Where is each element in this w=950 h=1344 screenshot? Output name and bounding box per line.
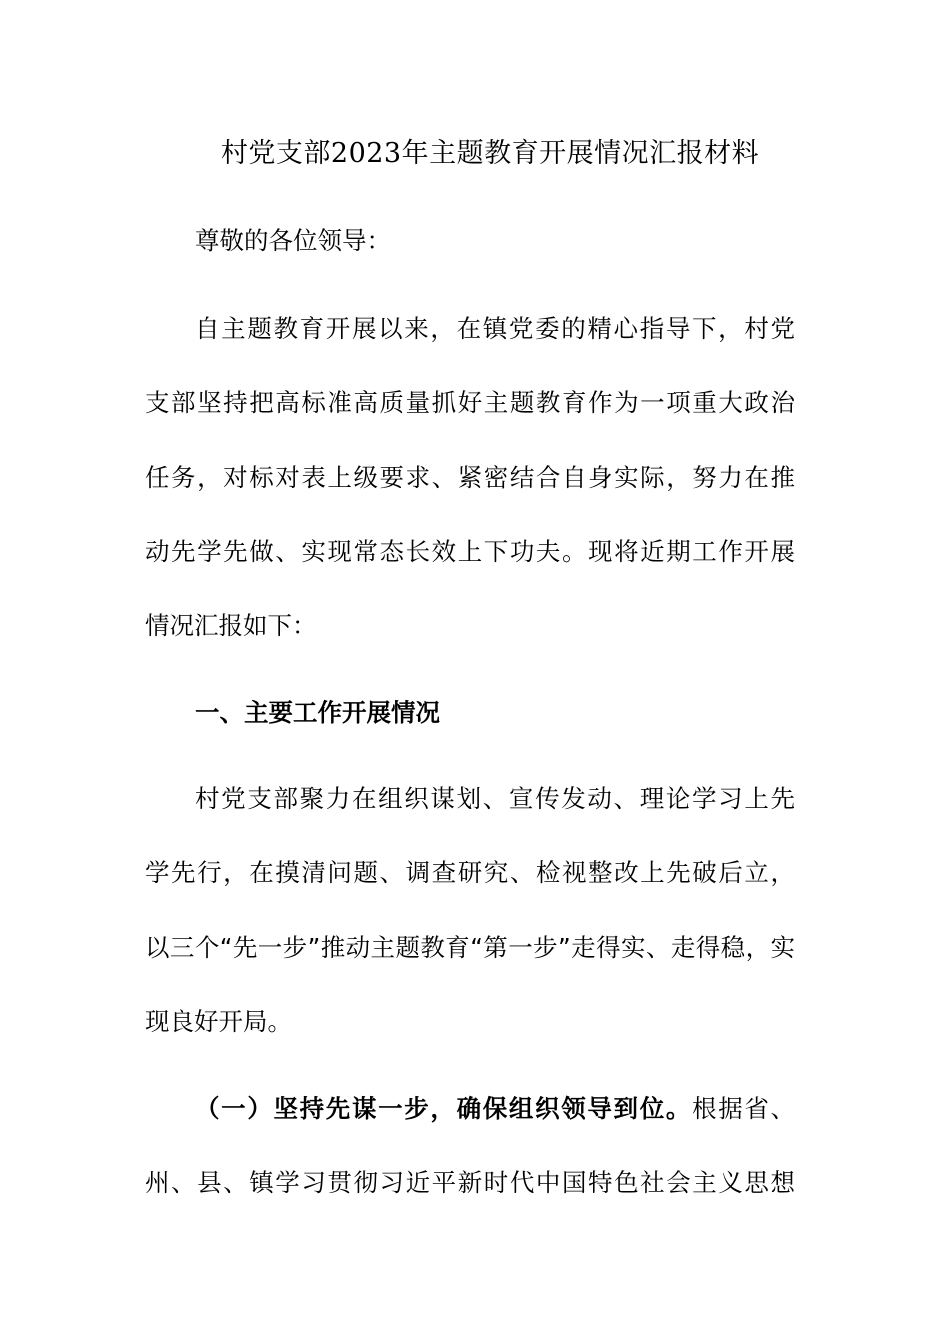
paragraph-line: 任务，对标对表上级要求、紧密结合自身实际，努力在推 <box>145 463 795 492</box>
paragraph-line: 以三个“先一步”推动主题教育“第一步”走得实、走得稳，实 <box>145 933 795 962</box>
paragraph-line: 情况汇报如下： <box>145 611 317 640</box>
paragraph-line: 村党支部聚力在组织谋划、宣传发动、理论学习上先 <box>195 784 795 813</box>
paragraph-line: 自主题教育开展以来，在镇党委的精心指导下，村党 <box>195 314 795 343</box>
subsection-heading: （一）坚持先谋一步，确保组织领导到位。 <box>195 1094 693 1123</box>
subsection-lead-text: 根据省、 <box>692 1094 796 1123</box>
salutation: 尊敬的各位领导： <box>195 226 391 255</box>
section-heading: 一、主要工作开展情况 <box>195 698 440 727</box>
paragraph-line <box>195 1084 795 1134</box>
paragraph-line: 支部坚持把高标准高质量抓好主题教育作为一项重大政治 <box>145 388 795 417</box>
document-title: 村党支部2023年主题教育开展情况汇报材料 <box>220 138 760 169</box>
paragraph-line: 州、县、镇学习贯彻习近平新时代中国特色社会主义思想 <box>145 1168 795 1197</box>
paragraph-line: 现良好开局。 <box>145 1007 292 1036</box>
paragraph-line: 学先行，在摸清问题、调查研究、检视整改上先破后立， <box>145 858 795 887</box>
paragraph-line: 动先学先做、实现常态长效上下功夫。现将近期工作开展 <box>145 537 795 566</box>
